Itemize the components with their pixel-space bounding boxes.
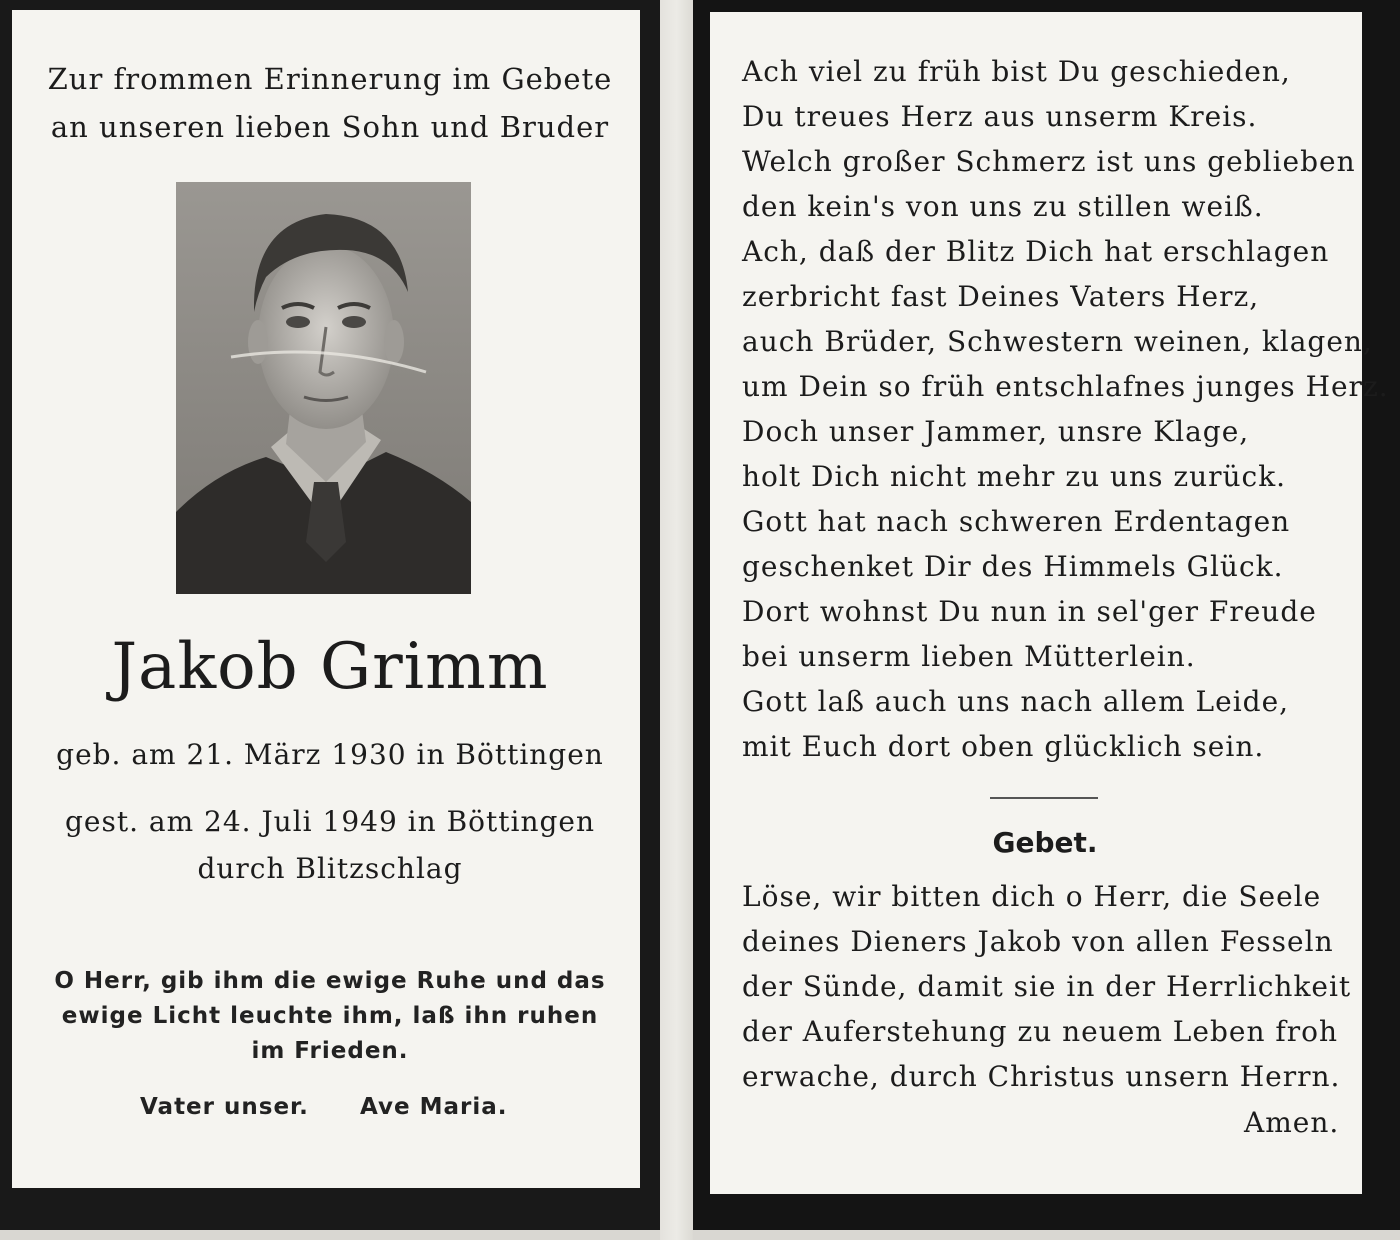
gebet-line: erwache, durch Christus unsern Herrn. [742, 1060, 1341, 1093]
poem-line: Gott hat nach schweren Erdentagen [742, 505, 1291, 538]
birth-info: geb. am 21. März 1930 in Böttingen [56, 738, 604, 771]
prayer-line-2: ewige Licht leuchte ihm, laß ihn ruhen [61, 1003, 599, 1029]
poem-line: Du treues Herz aus unserm Kreis. [742, 100, 1258, 133]
cause-of-death: durch Blitzschlag [197, 852, 463, 885]
poem-line: Dort wohnst Du nun in sel'ger Freude [742, 595, 1317, 628]
gebet-line: der Auferstehung zu neuem Leben froh [742, 1015, 1339, 1048]
poem-line: holt Dich nicht mehr zu uns zurück. [742, 460, 1287, 493]
closing-vater-unser: Vater unser. [140, 1094, 309, 1120]
poem-line: Doch unser Jammer, unsre Klage, [742, 415, 1250, 448]
deceased-name: Jakob Grimm [111, 630, 549, 704]
poem-line: Gott laß auch uns nach allem Leide, [742, 685, 1290, 718]
poem-line: auch Brüder, Schwestern weinen, klagen, [742, 325, 1373, 358]
poem-line: bei unserm lieben Mütterlein. [742, 640, 1196, 673]
death-info: gest. am 24. Juli 1949 in Böttingen [64, 805, 596, 838]
prayer-line-3: im Frieden. [251, 1038, 409, 1064]
card-fold [660, 0, 693, 1240]
gebet-line: Löse, wir bitten dich o Herr, die Seele [742, 880, 1322, 913]
amen: Amen. [1244, 1106, 1340, 1139]
poem-line: zerbricht fast Deines Vaters Herz, [742, 280, 1260, 313]
prayer-line-1: O Herr, gib ihm die ewige Ruhe und das [54, 968, 606, 994]
poem-line: um Dein so früh entschlafnes junges Herz. [742, 370, 1389, 403]
gebet-line: deines Dieners Jakob von allen Fesseln [742, 925, 1334, 958]
gebet-line: der Sünde, damit sie in der Herrlichkeit [742, 970, 1352, 1003]
poem-line: Welch großer Schmerz ist uns geblieben [742, 145, 1356, 178]
poem-line: mit Euch dort oben glücklich sein. [742, 730, 1265, 763]
poem-line: Ach, daß der Blitz Dich hat erschlagen [742, 235, 1330, 268]
poem-line: geschenket Dir des Himmels Glück. [742, 550, 1284, 583]
intro-line-2: an unseren lieben Sohn und Bruder [50, 110, 610, 144]
closing-ave-maria: Ave Maria. [360, 1094, 508, 1120]
divider-line [990, 797, 1098, 799]
poem-line: Ach viel zu früh bist Du geschieden, [742, 55, 1291, 88]
poem-line: den kein's von uns zu stillen weiß. [742, 190, 1264, 223]
portrait-illustration [176, 182, 471, 594]
gebet-heading: Gebet. [992, 826, 1098, 859]
intro-line-1: Zur frommen Erinnerung im Gebete [47, 62, 613, 96]
portrait-photo [176, 182, 471, 594]
